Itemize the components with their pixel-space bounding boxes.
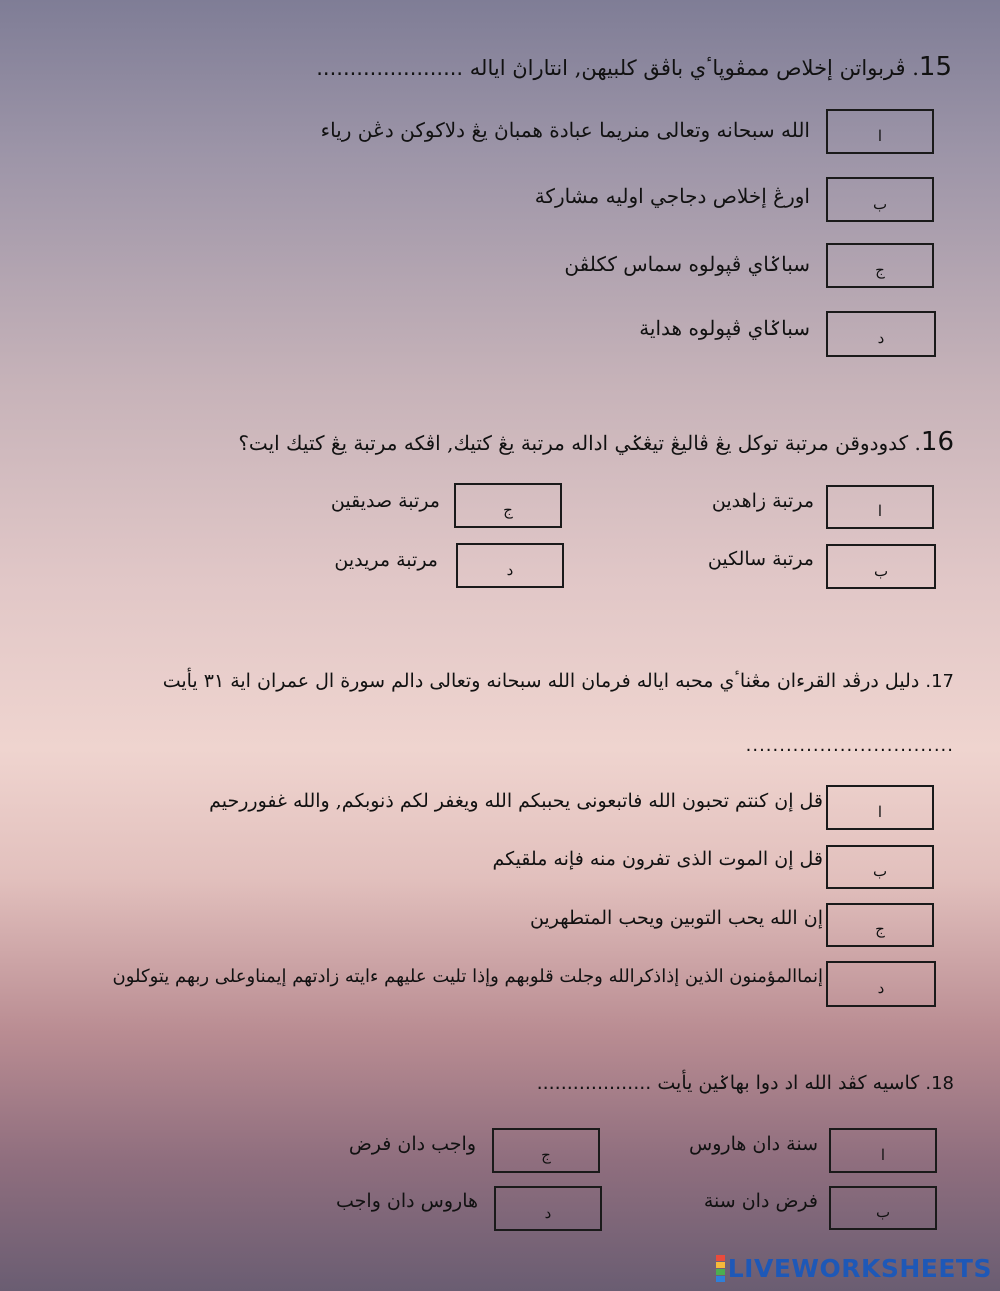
option-d-text: إنماالمؤمنون الذين إذاذكرالله وجلت قلوبهم وإذا تليت عليهم ءايته زادتهم إيمناوعلى ربهم يتوكلون xyxy=(112,966,823,987)
option-b-box[interactable] xyxy=(826,544,936,589)
logo-block xyxy=(716,1269,725,1275)
option-c-box[interactable] xyxy=(454,483,562,528)
option-a-text: قل إن كنتم تحبون الله فاتبعونى يحببكم الله ويغفر لكم ذنوبكم, والله غفوررحيم xyxy=(209,790,823,812)
answer-blank[interactable]: ............................... xyxy=(745,735,954,756)
option-letter: ب xyxy=(873,561,889,580)
option-d-box[interactable] xyxy=(826,311,936,357)
question-number: 17. xyxy=(925,671,954,692)
question-text: كاسيه كڤد الله اد دوا بهاݢين يأيت xyxy=(657,1072,920,1094)
question-text: ڤربواتن إخلاص ممڤوڽاٴي باڤق كلبيهن, انتاراڽ اياله xyxy=(469,56,906,80)
question-15-title: 15. ڤربواتن إخلاص ممڤوڽاٴي باڤق كلبيهن, انتاراڽ اياله ...................... xyxy=(316,52,952,82)
option-letter: ب xyxy=(872,862,888,880)
option-letter: ج xyxy=(503,500,513,519)
option-a-text: الله سبحانه وتعالى منريما عبادة همباڽ يڠ دلاكوكن دڠن رياء xyxy=(320,118,810,142)
question-number: 16 xyxy=(920,427,954,457)
brand-name: LIVEWORKSHEETS xyxy=(727,1254,992,1283)
logo-icon xyxy=(716,1255,725,1282)
option-c-text: إن الله يحب التوبين ويحب المتطهرين xyxy=(529,907,823,929)
question-17-title xyxy=(163,670,954,692)
option-d-box[interactable] xyxy=(494,1186,602,1231)
option-letter: ا xyxy=(877,126,883,145)
option-d-text: هاروس دان واجب xyxy=(336,1190,478,1212)
option-letter: ج xyxy=(875,920,885,938)
option-c-text: واجب دان فرض xyxy=(348,1133,476,1155)
question-number: 15 xyxy=(918,52,952,82)
option-d-text: سباݢاي ڤپولوه هداية xyxy=(639,316,810,340)
logo-block xyxy=(716,1276,725,1282)
option-c-text: سباݢاي ڤپولوه سماس ككلڤن xyxy=(564,252,810,276)
option-d-box[interactable] xyxy=(826,961,936,1007)
logo-block xyxy=(716,1255,725,1261)
option-letter: د xyxy=(544,1203,552,1222)
option-letter: ب xyxy=(872,194,888,213)
option-a-box[interactable] xyxy=(829,1128,937,1173)
option-letter: ج xyxy=(875,260,885,279)
option-letter: د xyxy=(877,979,885,997)
option-b-text: قل إن الموت الذى تفرون منه فإنه ملقيكم xyxy=(492,848,823,870)
option-c-text: مرتبة صديقين xyxy=(330,490,440,512)
option-b-text: مرتبة سالكين xyxy=(707,548,814,570)
liveworksheets-logo xyxy=(716,1254,992,1283)
option-d-text: مرتبة مريدين xyxy=(334,549,438,571)
option-a-box[interactable] xyxy=(826,109,934,154)
option-d-box[interactable] xyxy=(456,543,564,588)
answer-blank[interactable]: ................... xyxy=(536,1072,652,1094)
option-letter: ج xyxy=(541,1145,551,1164)
option-a-box[interactable] xyxy=(826,785,934,830)
option-c-box[interactable] xyxy=(826,243,934,288)
question-text: كدودوقن مرتبة توكل يڠ ڤاليڠ تيڠݢي اداله مرتبة يڠ كتيك, اڤكه مرتبة يڠ كتيك ايت؟ xyxy=(238,431,909,455)
option-a-text: سنة دان هاروس xyxy=(689,1133,818,1155)
option-letter: ا xyxy=(877,502,883,520)
option-b-box[interactable] xyxy=(826,845,934,889)
option-b-text: فرض دان سنة xyxy=(703,1190,818,1212)
option-c-box[interactable] xyxy=(826,903,934,947)
option-letter: د xyxy=(877,329,885,347)
logo-block xyxy=(716,1262,725,1268)
option-b-box[interactable] xyxy=(829,1186,937,1230)
question-text: دليل درڤد القرءان مڠناٴي محبه اياله فرمان الله سبحانه وتعالى دالم سورة ال عمران اية ٣١ يأيت xyxy=(162,670,920,692)
option-letter: ا xyxy=(877,802,883,821)
question-number: 18. xyxy=(925,1073,954,1094)
option-letter: د xyxy=(506,560,514,579)
answer-blank[interactable]: ...................... xyxy=(316,56,464,80)
option-b-box[interactable] xyxy=(826,177,934,222)
option-b-text: اورڠ إخلاص دجاجي اوليه مشاركة xyxy=(534,184,810,208)
option-letter: ا xyxy=(880,1145,886,1164)
option-a-box[interactable] xyxy=(826,485,934,529)
question-18-title xyxy=(537,1072,954,1094)
option-a-text: مرتبة زاهدين xyxy=(711,490,814,512)
option-c-box[interactable] xyxy=(492,1128,600,1173)
question-16-title: 16. كدودوقن مرتبة توكل يڠ ڤاليڠ تيڠݢي اداله مرتبة يڠ كتيك, اڤكه مرتبة يڠ كتيك ايت؟ xyxy=(238,427,954,457)
option-letter: ب xyxy=(875,1203,891,1221)
